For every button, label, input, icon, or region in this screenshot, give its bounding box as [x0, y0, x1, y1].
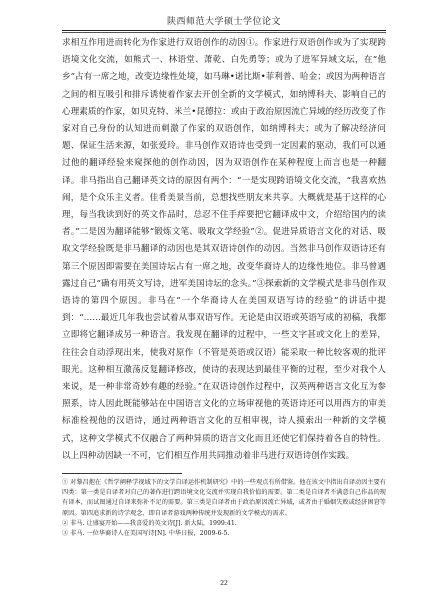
footnotes [62, 478, 386, 539]
header-rule [62, 30, 386, 31]
page-number: 22 [220, 578, 228, 587]
header-title: 陕西师范大学硕士学位论文 [166, 17, 281, 27]
body-paragraph: 求相互作用进而转化为作家进行双语创作的动因①。作家进行双语创作或为了实现跨语境文化交流，如熊式一、林语堂、萧乾、白先勇等；或为了进军异域文坛，在“他乡”占有一席之地，改变边缘性处境，如马琳•诺比斯•菲利普、哈金；或因为两种语言之间的相互吸引和排斥诱使着作家去开创全新的文学模式，如纳博科夫、影响自己的心理素质的作家，如贝克特、米兰•昆德拉：或由于政治原因流亡异域的经历改变了作家对自己身份的认知进而刺激了作家的双语创作，如纳博科夫；或为了解决经济问题、保证生活来源，如张爱玲。非马创作双语诗也受到一定因素的驱动，我们可以通过他的翻译经验来窥探他的创作动因，因为双语创作在某种程度上而言也是一种翻译。非马指出自己翻译英文诗的原因有两个：“一是实现跨语境文化交流，“我喜欢热闹，是个众乐主义者。佳肴美景当前，总想找些朋友来共享。大概就是基于这样的心理，每当我读到好的英文作品时，总忍不住手痒要把它翻译成中文，介绍给国内的读者。”二是因为翻译能够“锻炼文笔、吸取文学经验”②。促进异质语言文化的对话、吸取文学经验既是非马翻译的动因也是其双语诗创作的动因。当然非马创作双语诗还有第三个原因即需要在美国诗坛占有一席之地，改变华裔诗人的边缘性地位。非马曾遇露过自己“确有用英文写诗，进军美国诗坛的念头。”③探索新的文学模式是非马创作双语诗的第四个原因。非马在“一个华裔诗人在美国双语写诗的经验”的讲话中提到：“……最近几年我也尝试着从事双语写作。无论是由汉语或英语写成的初稿，我都立即将它翻译成另一种语言。我发现在翻译的过程中，一些文字甚或文化上的差异，往往会自动浮现出来，使我对原作（不管是英语或汉语）能采取一种比较客观的批评眼光。这种相互激荡反复翻译修改，使诗的表现达到最佳平衡的过程，至少对我个人来说，是一种非常奇妙有趣的经验。”在双语诗创作过程中，汉英两种语言文化互为参照系，诗人因此既能够站在中国语言文化的立场审视他的英语诗还可以用西方的审美标准检视他的汉语诗，通过两种语言文化的互相审视，诗人摸索出一种新的文学模式，这种文学模式不仅融合了两种异质的语言文化而且还使它们保持着各自的特性。以上四种动因缺一不可，它们相互作用共同推动着非马进行双语诗创作实践。 [62, 38, 386, 461]
footnote-2: ② 非马. 让盛宴开始——我喜爱的英文诗[J]. 新大陆，1999:41. [62, 519, 237, 527]
header-rule-thin [62, 32, 386, 33]
footnote-3: ③ 非马. 一位华裔诗人在美国写诗[N]. 中华日报，2009-6-5. [62, 530, 230, 538]
main-body [62, 35, 386, 465]
footnote-separator [62, 473, 182, 474]
footnote-1: ① 对黎昌抱在《哲学阐释学视域下的文学自译运作机制研究》中的一些观点有所借鉴。他在该文中指出自译动因主要有四类：第一类是自译者对自己的著作进行跨语境文化交流并实现自我价值的需要。第二类是自译者不满意自己作品的现有译本，而试图通过自译来弥补不足的需要。第三类是自译者由于政治原因流亡异域，或者由于婚姻失败或经济困窘等原因。第四追求新的诗学观念、即自译者游戏两种传统并发现新的文学模式的需求。 [62, 479, 386, 517]
